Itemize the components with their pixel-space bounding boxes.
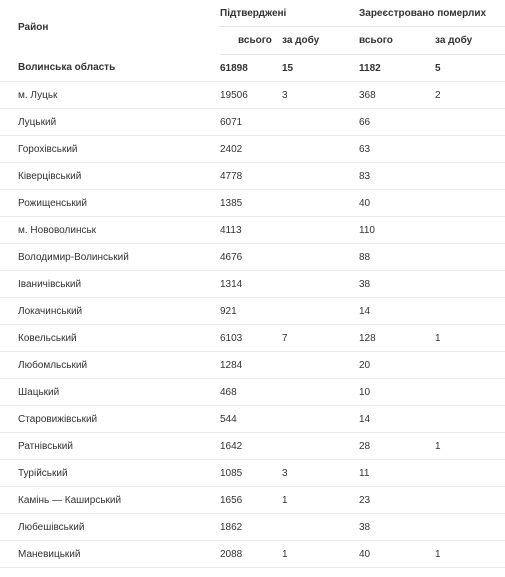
header-deaths-total: всього: [359, 27, 435, 55]
confirmed-per-day-cell: [282, 163, 359, 190]
table-header: [0, 0, 505, 55]
deaths-total-cell: 40: [359, 541, 435, 568]
confirmed-per-day-cell: 3: [282, 460, 359, 487]
confirmed-per-day-cell: 7: [282, 325, 359, 352]
deaths-per-day-cell: 1: [435, 541, 505, 568]
confirmed-total-cell: 1314: [220, 271, 282, 298]
confirmed-total-cell: 6103: [220, 325, 282, 352]
confirmed-total-cell: 4778: [220, 163, 282, 190]
confirmed-per-day-cell: [282, 217, 359, 244]
confirmed-per-day-cell: [282, 406, 359, 433]
header-confirmed-per-day: за добу: [282, 27, 359, 55]
deaths-per-day-cell: 1: [435, 325, 505, 352]
header-confirmed-group: Підтверджені: [220, 0, 359, 27]
confirmed-per-day-cell: [282, 514, 359, 541]
table-row: [0, 298, 505, 325]
deaths-total-cell: 20: [359, 352, 435, 379]
confirmed-total-cell: 1642: [220, 433, 282, 460]
deaths-total-cell: 83: [359, 163, 435, 190]
confirmed-per-day-cell: [282, 136, 359, 163]
deaths-per-day-cell: [435, 271, 505, 298]
district-cell: Луцький: [0, 109, 220, 136]
confirmed-per-day-cell: 3: [282, 82, 359, 109]
deaths-total-cell: 38: [359, 514, 435, 541]
table-row: [0, 379, 505, 406]
deaths-per-day-cell: [435, 487, 505, 514]
confirmed-total-cell: 4113: [220, 217, 282, 244]
table-row: [0, 217, 505, 244]
deaths-total-cell: 23: [359, 487, 435, 514]
deaths-per-day-cell: [435, 190, 505, 217]
table-row: [0, 433, 505, 460]
deaths-total-cell: 40: [359, 190, 435, 217]
district-cell: Ратнівський: [0, 433, 220, 460]
district-cell: Володимир-Волинський: [0, 244, 220, 271]
table-row: [0, 460, 505, 487]
deaths-total-cell: 368: [359, 82, 435, 109]
table-row: [0, 82, 505, 109]
district-cell: Шацький: [0, 379, 220, 406]
table-body: [0, 55, 505, 568]
deaths-total-cell: 1182: [359, 55, 435, 82]
confirmed-total-cell: 1284: [220, 352, 282, 379]
confirmed-per-day-cell: 1: [282, 487, 359, 514]
deaths-per-day-cell: [435, 406, 505, 433]
deaths-per-day-cell: [435, 460, 505, 487]
district-cell: Ківерцівський: [0, 163, 220, 190]
table-row: [0, 514, 505, 541]
deaths-total-cell: 110: [359, 217, 435, 244]
confirmed-total-cell: 19506: [220, 82, 282, 109]
confirmed-per-day-cell: [282, 298, 359, 325]
district-cell: Турійський: [0, 460, 220, 487]
header-confirmed-total: всього: [220, 27, 282, 55]
table-row: [0, 109, 505, 136]
deaths-per-day-cell: 2: [435, 82, 505, 109]
table-row: [0, 487, 505, 514]
district-cell: Іваничівський: [0, 271, 220, 298]
deaths-total-cell: 14: [359, 298, 435, 325]
deaths-per-day-cell: 1: [435, 433, 505, 460]
table-row: [0, 406, 505, 433]
district-cell: Рожищенський: [0, 190, 220, 217]
confirmed-total-cell: 921: [220, 298, 282, 325]
table-row: [0, 352, 505, 379]
confirmed-total-cell: 2402: [220, 136, 282, 163]
confirmed-total-cell: 1385: [220, 190, 282, 217]
confirmed-per-day-cell: [282, 433, 359, 460]
district-cell: м. Луцьк: [0, 82, 220, 109]
deaths-total-cell: 128: [359, 325, 435, 352]
deaths-per-day-cell: [435, 136, 505, 163]
confirmed-per-day-cell: [282, 244, 359, 271]
header-district: Район: [18, 21, 49, 33]
deaths-total-cell: 28: [359, 433, 435, 460]
deaths-total-cell: 10: [359, 379, 435, 406]
confirmed-total-cell: 2088: [220, 541, 282, 568]
confirmed-per-day-cell: [282, 352, 359, 379]
deaths-per-day-cell: [435, 379, 505, 406]
district-cell: Ковельський: [0, 325, 220, 352]
deaths-per-day-cell: [435, 352, 505, 379]
deaths-per-day-cell: [435, 217, 505, 244]
confirmed-per-day-cell: [282, 379, 359, 406]
confirmed-total-cell: 61898: [220, 55, 282, 82]
deaths-per-day-cell: [435, 298, 505, 325]
deaths-total-cell: 38: [359, 271, 435, 298]
confirmed-total-cell: 468: [220, 379, 282, 406]
table-row: [0, 271, 505, 298]
confirmed-per-day-cell: [282, 271, 359, 298]
confirmed-per-day-cell: [282, 190, 359, 217]
deaths-per-day-cell: 5: [435, 55, 505, 82]
district-cell: Любомльський: [0, 352, 220, 379]
confirmed-total-cell: 1656: [220, 487, 282, 514]
confirmed-total-cell: 1862: [220, 514, 282, 541]
deaths-per-day-cell: [435, 109, 505, 136]
deaths-per-day-cell: [435, 244, 505, 271]
district-cell: Локачинський: [0, 298, 220, 325]
deaths-total-cell: 14: [359, 406, 435, 433]
district-cell: Волинська область: [0, 55, 220, 82]
header-deaths-group: Зареєстровано померлих: [359, 0, 505, 27]
deaths-per-day-cell: [435, 514, 505, 541]
table-row: [0, 325, 505, 352]
district-cell: м. Нововолинськ: [0, 217, 220, 244]
confirmed-per-day-cell: 15: [282, 55, 359, 82]
district-cell: Старовижівський: [0, 406, 220, 433]
table-row: [0, 55, 505, 82]
table-row: [0, 541, 505, 568]
confirmed-per-day-cell: 1: [282, 541, 359, 568]
district-cell: Маневицький: [0, 541, 220, 568]
deaths-total-cell: 63: [359, 136, 435, 163]
confirmed-total-cell: 4676: [220, 244, 282, 271]
district-cell: Любешівський: [0, 514, 220, 541]
deaths-total-cell: 88: [359, 244, 435, 271]
confirmed-total-cell: 1085: [220, 460, 282, 487]
confirmed-total-cell: 6071: [220, 109, 282, 136]
header-deaths-per-day: за добу: [435, 27, 505, 55]
confirmed-total-cell: 544: [220, 406, 282, 433]
deaths-per-day-cell: [435, 163, 505, 190]
table-row: [0, 163, 505, 190]
confirmed-per-day-cell: [282, 109, 359, 136]
district-cell: Камінь — Каширський: [0, 487, 220, 514]
deaths-total-cell: 11: [359, 460, 435, 487]
table-row: [0, 136, 505, 163]
district-cell: Горохівський: [0, 136, 220, 163]
table-row: [0, 190, 505, 217]
deaths-total-cell: 66: [359, 109, 435, 136]
table-row: [0, 244, 505, 271]
